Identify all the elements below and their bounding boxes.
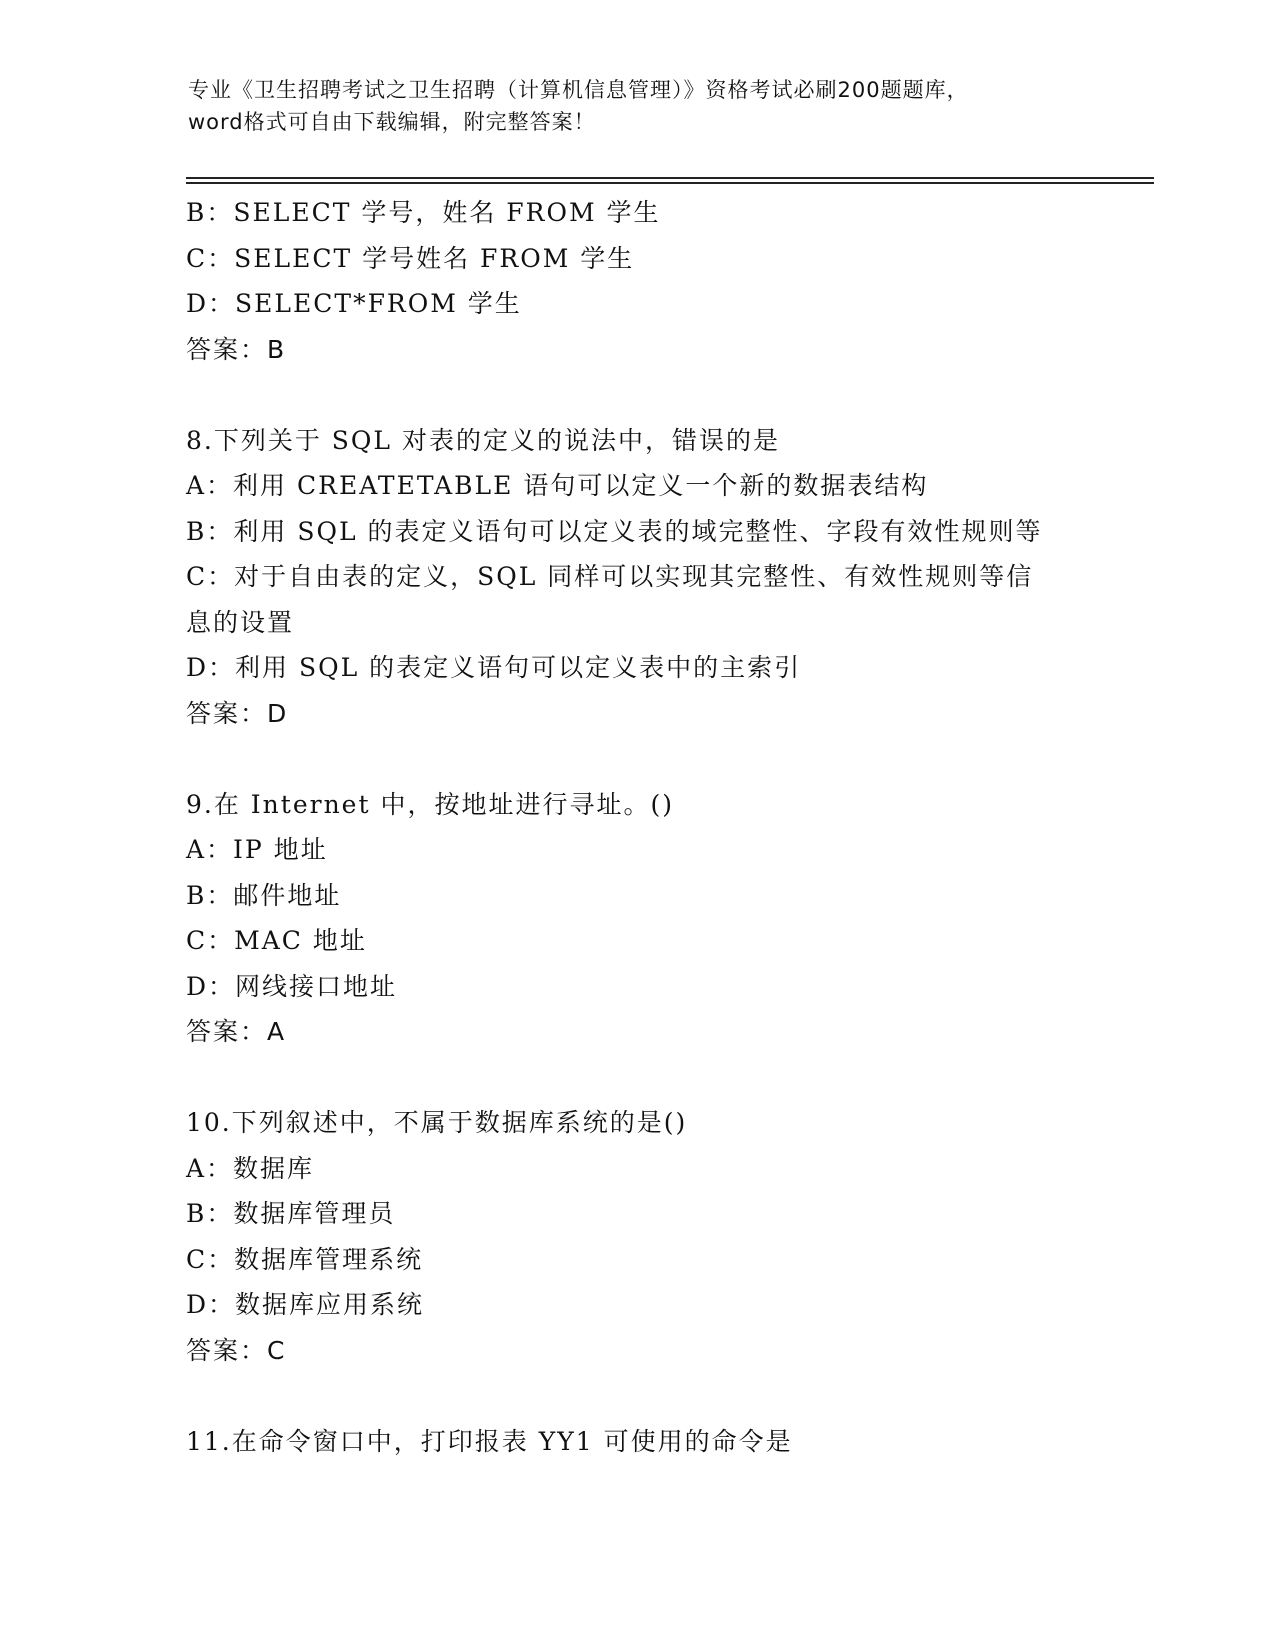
question-8 xyxy=(186,418,1086,737)
answer: 答案：D xyxy=(186,698,289,728)
option-a: A：利用 CREATETABLE 语句可以定义一个新的数据表结构 xyxy=(186,471,929,500)
question-text: 11.在命令窗口中，打印报表 YY1 可使用的命令是 xyxy=(186,1426,793,1456)
option-b: B：邮件地址 xyxy=(186,880,342,910)
header-divider-bottom xyxy=(186,182,1154,184)
option-d: D：数据库应用系统 xyxy=(186,1290,425,1319)
header-line-1: 专业《卫生招聘考试之卫生招聘（计算机信息管理）》资格考试必刷200题题库， xyxy=(188,78,969,102)
option-d: D：SELECT*FROM 学生 xyxy=(186,289,522,318)
question-11 xyxy=(186,1419,1086,1465)
answer: 答案：B xyxy=(186,334,287,364)
question-text: 10.下列叙述中，不属于数据库系统的是() xyxy=(186,1108,688,1137)
question-9 xyxy=(186,782,1086,1055)
header-divider-top xyxy=(186,177,1154,179)
document-header xyxy=(188,74,1088,138)
question-7-tail xyxy=(186,190,1086,372)
option-c: C：SELECT 学号姓名 FROM 学生 xyxy=(186,243,635,273)
option-a: A：数据库 xyxy=(186,1153,315,1183)
answer: 答案：C xyxy=(186,1335,287,1365)
option-c: C：数据库管理系统 xyxy=(186,1244,424,1274)
option-c: C：对于自由表的定义，SQL 同样可以实现其完整性、有效性规则等信 xyxy=(186,562,1034,591)
spacer xyxy=(186,372,1086,418)
spacer xyxy=(186,1055,1086,1101)
answer: 答案：A xyxy=(186,1017,287,1046)
option-d: D：利用 SQL 的表定义语句可以定义表中的主索引 xyxy=(186,653,802,682)
question-text: 8.下列关于 SQL 对表的定义的说法中，错误的是 xyxy=(186,425,780,455)
question-10 xyxy=(186,1100,1086,1373)
option-c-continued: 息的设置 xyxy=(186,607,295,637)
question-list xyxy=(186,190,1086,1464)
spacer xyxy=(186,736,1086,782)
option-b: B：利用 SQL 的表定义语句可以定义表的域完整性、字段有效性规则等 xyxy=(186,516,1043,546)
option-d: D：网线接口地址 xyxy=(186,971,398,1001)
option-b: B：数据库管理员 xyxy=(186,1199,396,1228)
spacer xyxy=(186,1373,1086,1419)
question-text: 9.在 Internet 中，按地址进行寻址。() xyxy=(186,789,674,819)
option-c: C：MAC 地址 xyxy=(186,926,367,955)
option-a: A：IP 地址 xyxy=(186,835,328,864)
header-line-2: word格式可自由下载编辑，附完整答案！ xyxy=(188,110,596,134)
option-b: B：SELECT 学号，姓名 FROM 学生 xyxy=(186,198,661,227)
